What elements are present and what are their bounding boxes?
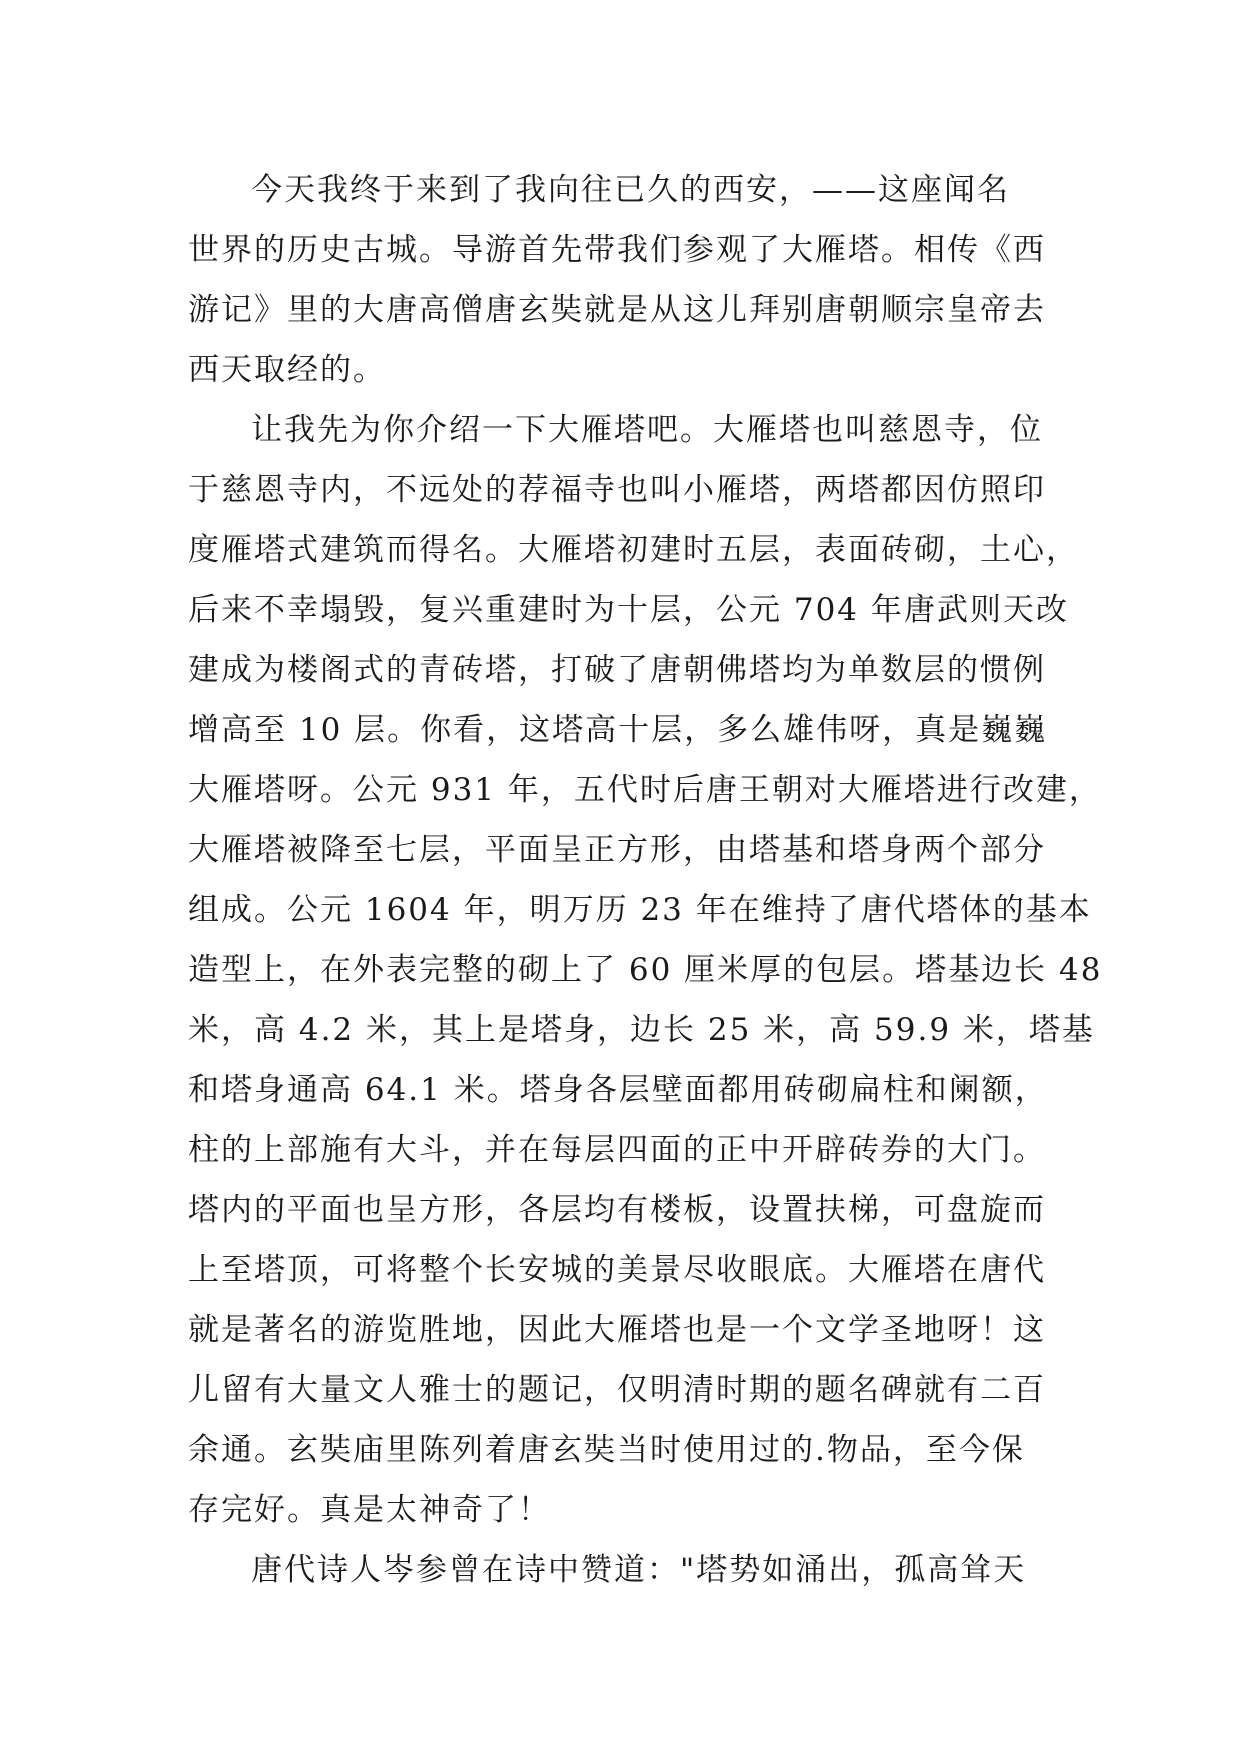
text-line: 存完好。真是太神奇了！ (188, 1492, 551, 1528)
text-line: 大雁塔呀。公元 931 年，五代时后唐王朝对大雁塔进行改建， (188, 772, 1102, 808)
text-line: 米，高 4.2 米，其上是塔身，边长 25 米，高 59.9 米，塔基 (188, 1012, 1095, 1048)
paragraph-3 (188, 1540, 1068, 1600)
text-line: 建成为楼阁式的青砖塔，打破了唐朝佛塔均为单数层的惯例 (188, 652, 1046, 688)
text-line: 西天取经的。 (188, 352, 386, 388)
text-line: 儿留有大量文人雅士的题记，仅明清时期的题名碑就有二百 (188, 1372, 1046, 1408)
text-line: 后来不幸塌毁，复兴重建时为十层，公元 704 年唐武则天改 (188, 592, 1069, 628)
text-line: 造型上，在外表完整的砌上了 60 厘米厚的包层。塔基边长 48 (188, 952, 1103, 988)
text-line: 度雁塔式建筑而得名。大雁塔初建时五层，表面砖砌，土心， (188, 532, 1079, 568)
text-line: 组成。公元 1604 年，明万历 23 年在维持了唐代塔体的基本 (188, 892, 1092, 928)
text-line: 大雁塔被降至七层，平面呈正方形，由塔基和塔身两个部分 (188, 832, 1046, 868)
text-line: 于慈恩寺内，不远处的荐福寺也叫小雁塔，两塔都因仿照印 (188, 472, 1046, 508)
text-line: 就是著名的游览胜地，因此大雁塔也是一个文学圣地呀！这 (188, 1312, 1046, 1348)
document-body (188, 160, 1103, 1600)
text-line: 柱的上部施有大斗，并在每层四面的正中开辟砖券的大门。 (188, 1132, 1046, 1168)
text-line: 上至塔顶，可将整个长安城的美景尽收眼底。大雁塔在唐代 (188, 1252, 1046, 1288)
paragraph-2 (188, 400, 1103, 1540)
text-line: 今天我终于来到了我向往已久的西安，——这座闻名 (251, 172, 1010, 208)
paragraph-1 (188, 160, 1068, 400)
text-line: 让我先为你介绍一下大雁塔吧。大雁塔也叫慈恩寺，位 (251, 412, 1043, 448)
text-line: 唐代诗人岑参曾在诗中赞道："塔势如涌出，孤高耸天 (251, 1552, 1027, 1588)
text-line: 游记》里的大唐高僧唐玄奘就是从这儿拜别唐朝顺宗皇帝去 (188, 292, 1046, 328)
text-line: 世界的历史古城。导游首先带我们参观了大雁塔。相传《西 (188, 232, 1046, 268)
text-line: 和塔身通高 64.1 米。塔身各层壁面都用砖砌扁柱和阑额， (188, 1072, 1048, 1108)
text-line: 塔内的平面也呈方形，各层均有楼板，设置扶梯，可盘旋而 (188, 1192, 1046, 1228)
text-line: 余通。玄奘庙里陈列着唐玄奘当时使用过的.物品，至今保 (188, 1432, 1025, 1468)
text-line: 增高至 10 层。你看，这塔高十层，多么雄伟呀，真是巍巍 (188, 712, 1048, 748)
